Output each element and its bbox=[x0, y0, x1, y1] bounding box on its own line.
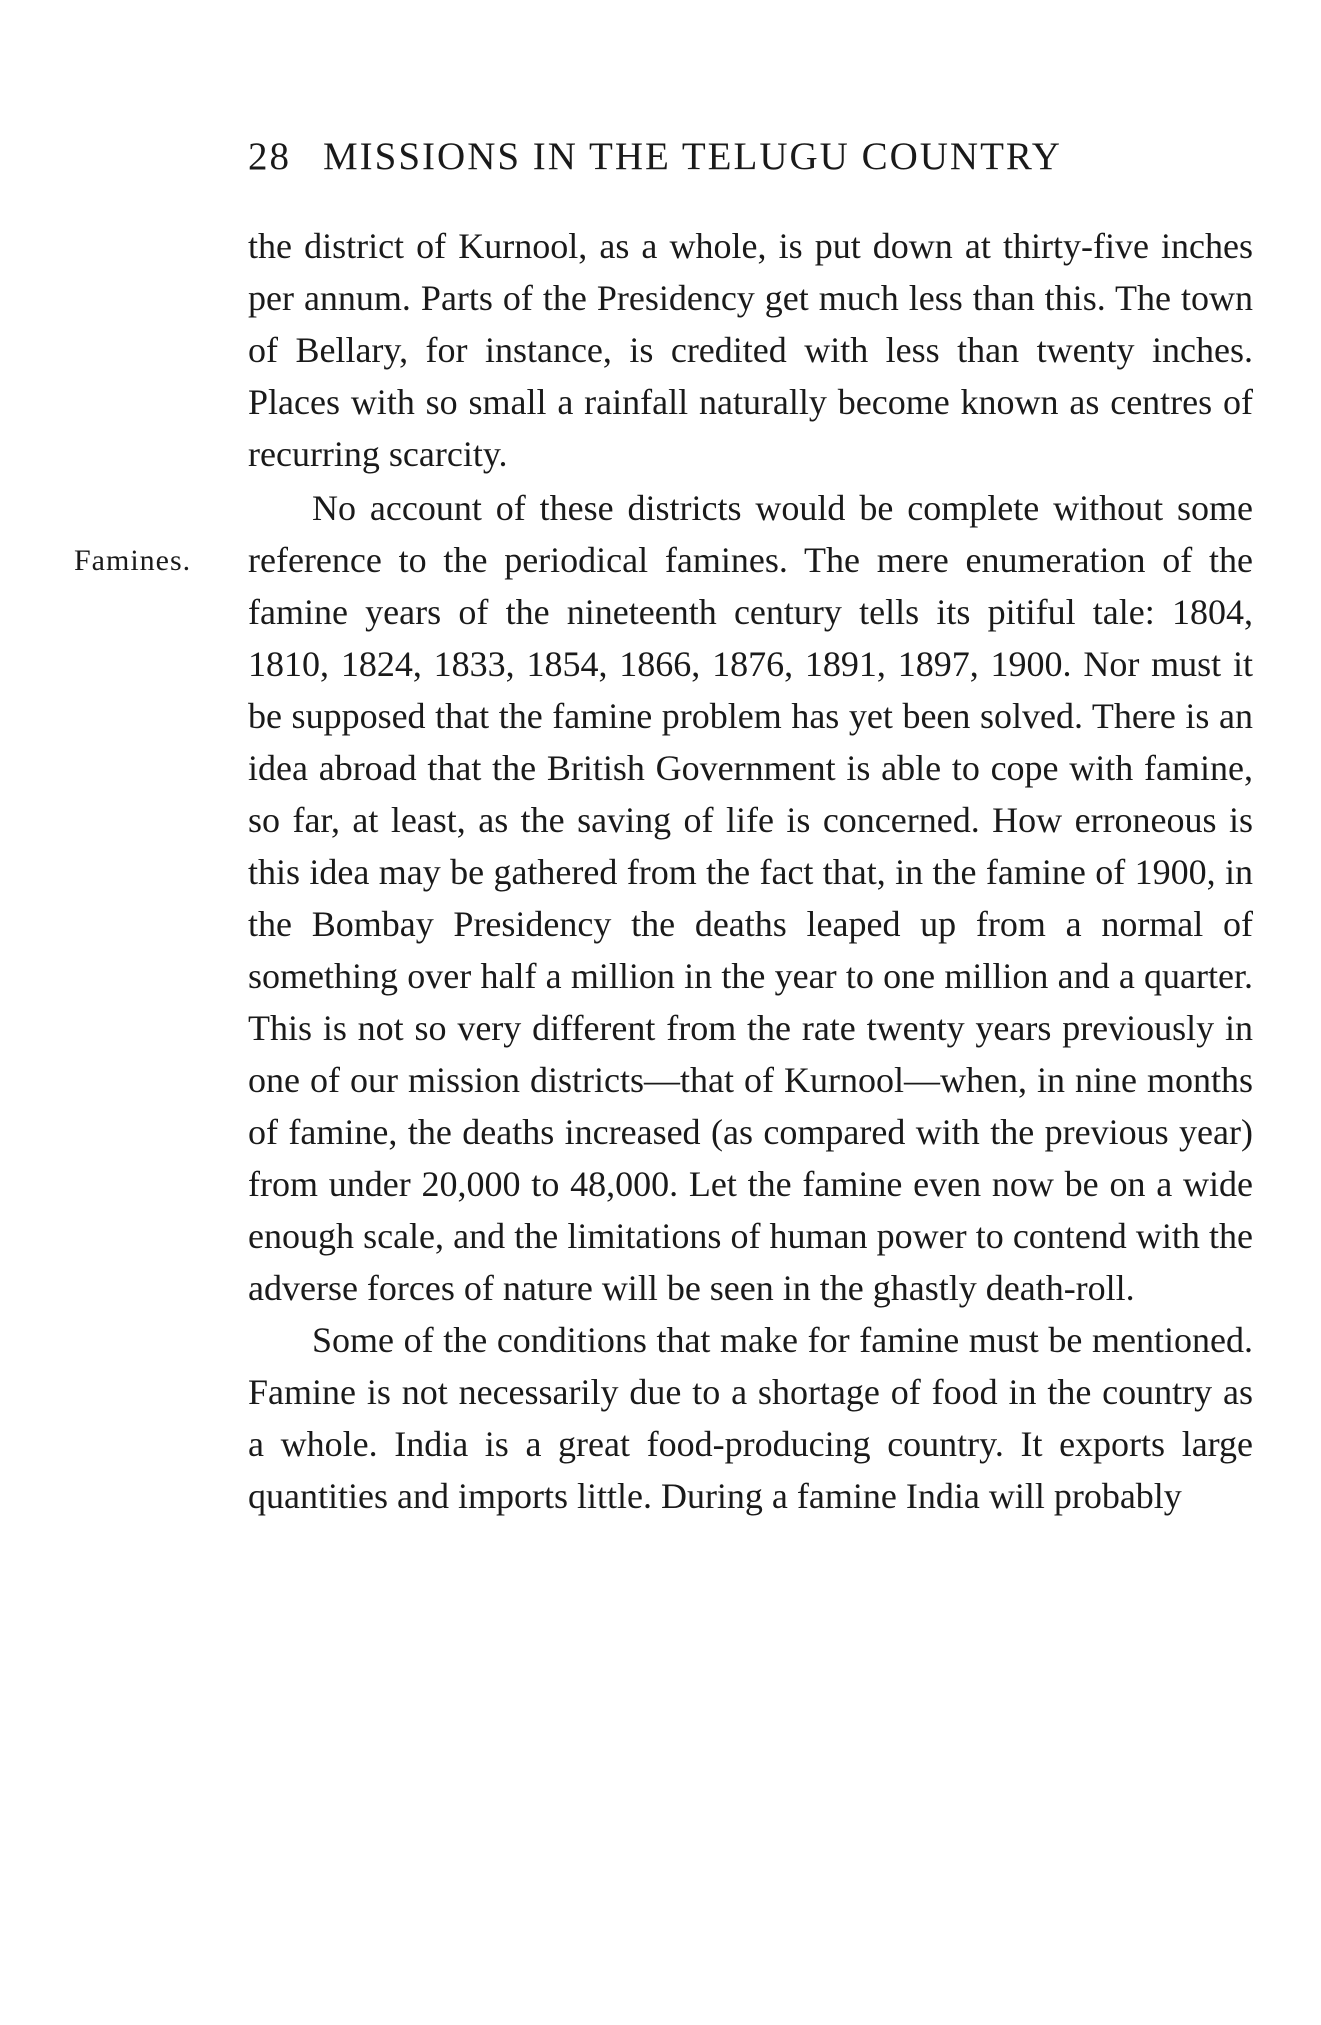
paragraph: the district of Kurnool, as a whole, is put down at thirty-five inches per annum. Parts of the Presidency get much less than this. The town of Bellary, for instance, is credited with less than twenty inches. Places with so small a rainfall naturally become known as centres of recurring scarcity. bbox=[248, 226, 1253, 474]
body-text bbox=[248, 220, 1253, 1522]
running-head bbox=[248, 132, 1258, 182]
paragraph: No account of these districts would be complete without some reference to the periodical famines. The mere enumeration of the famine years of the nineteenth century tells its pitiful tale: 1804, 1810, 1824, 1833, 1854, 1866, 1876, 1891, 1897, 1900. Nor must it be supposed that the famine problem has yet been solved. There is an idea abroad that the British Government is able to cope with famine, so far, at least, as the saving of life is concerned. How erroneous is this idea may be gathered from the fact that, in the famine of 1900, in the Bombay Presidency the deaths leaped up from a normal of something over half a million in the year to one million and a quarter. This is not so very different from the rate twenty years previously in one of our mission districts—that of Kurnool—when, in nine months of famine, the deaths increased (as compared with the previous year) from under 20,000 to 48,000. Let the famine even now be on a wide enough scale, and the limitations of human power to contend with the adverse forces of nature will be seen in the ghastly death-roll. bbox=[248, 488, 1253, 1308]
paragraph: Some of the conditions that make for famine must be mentioned. Famine is not necessarily due to a shortage of food in the country as a whole. India is a great food-producing country. It exports large quantities and imports little. During a famine India will probably bbox=[248, 1320, 1253, 1516]
margin-note-famines: Famines. bbox=[74, 544, 192, 577]
page-number: 28 bbox=[248, 135, 291, 178]
running-title: MISSIONS IN THE TELUGU COUNTRY bbox=[323, 135, 1062, 178]
